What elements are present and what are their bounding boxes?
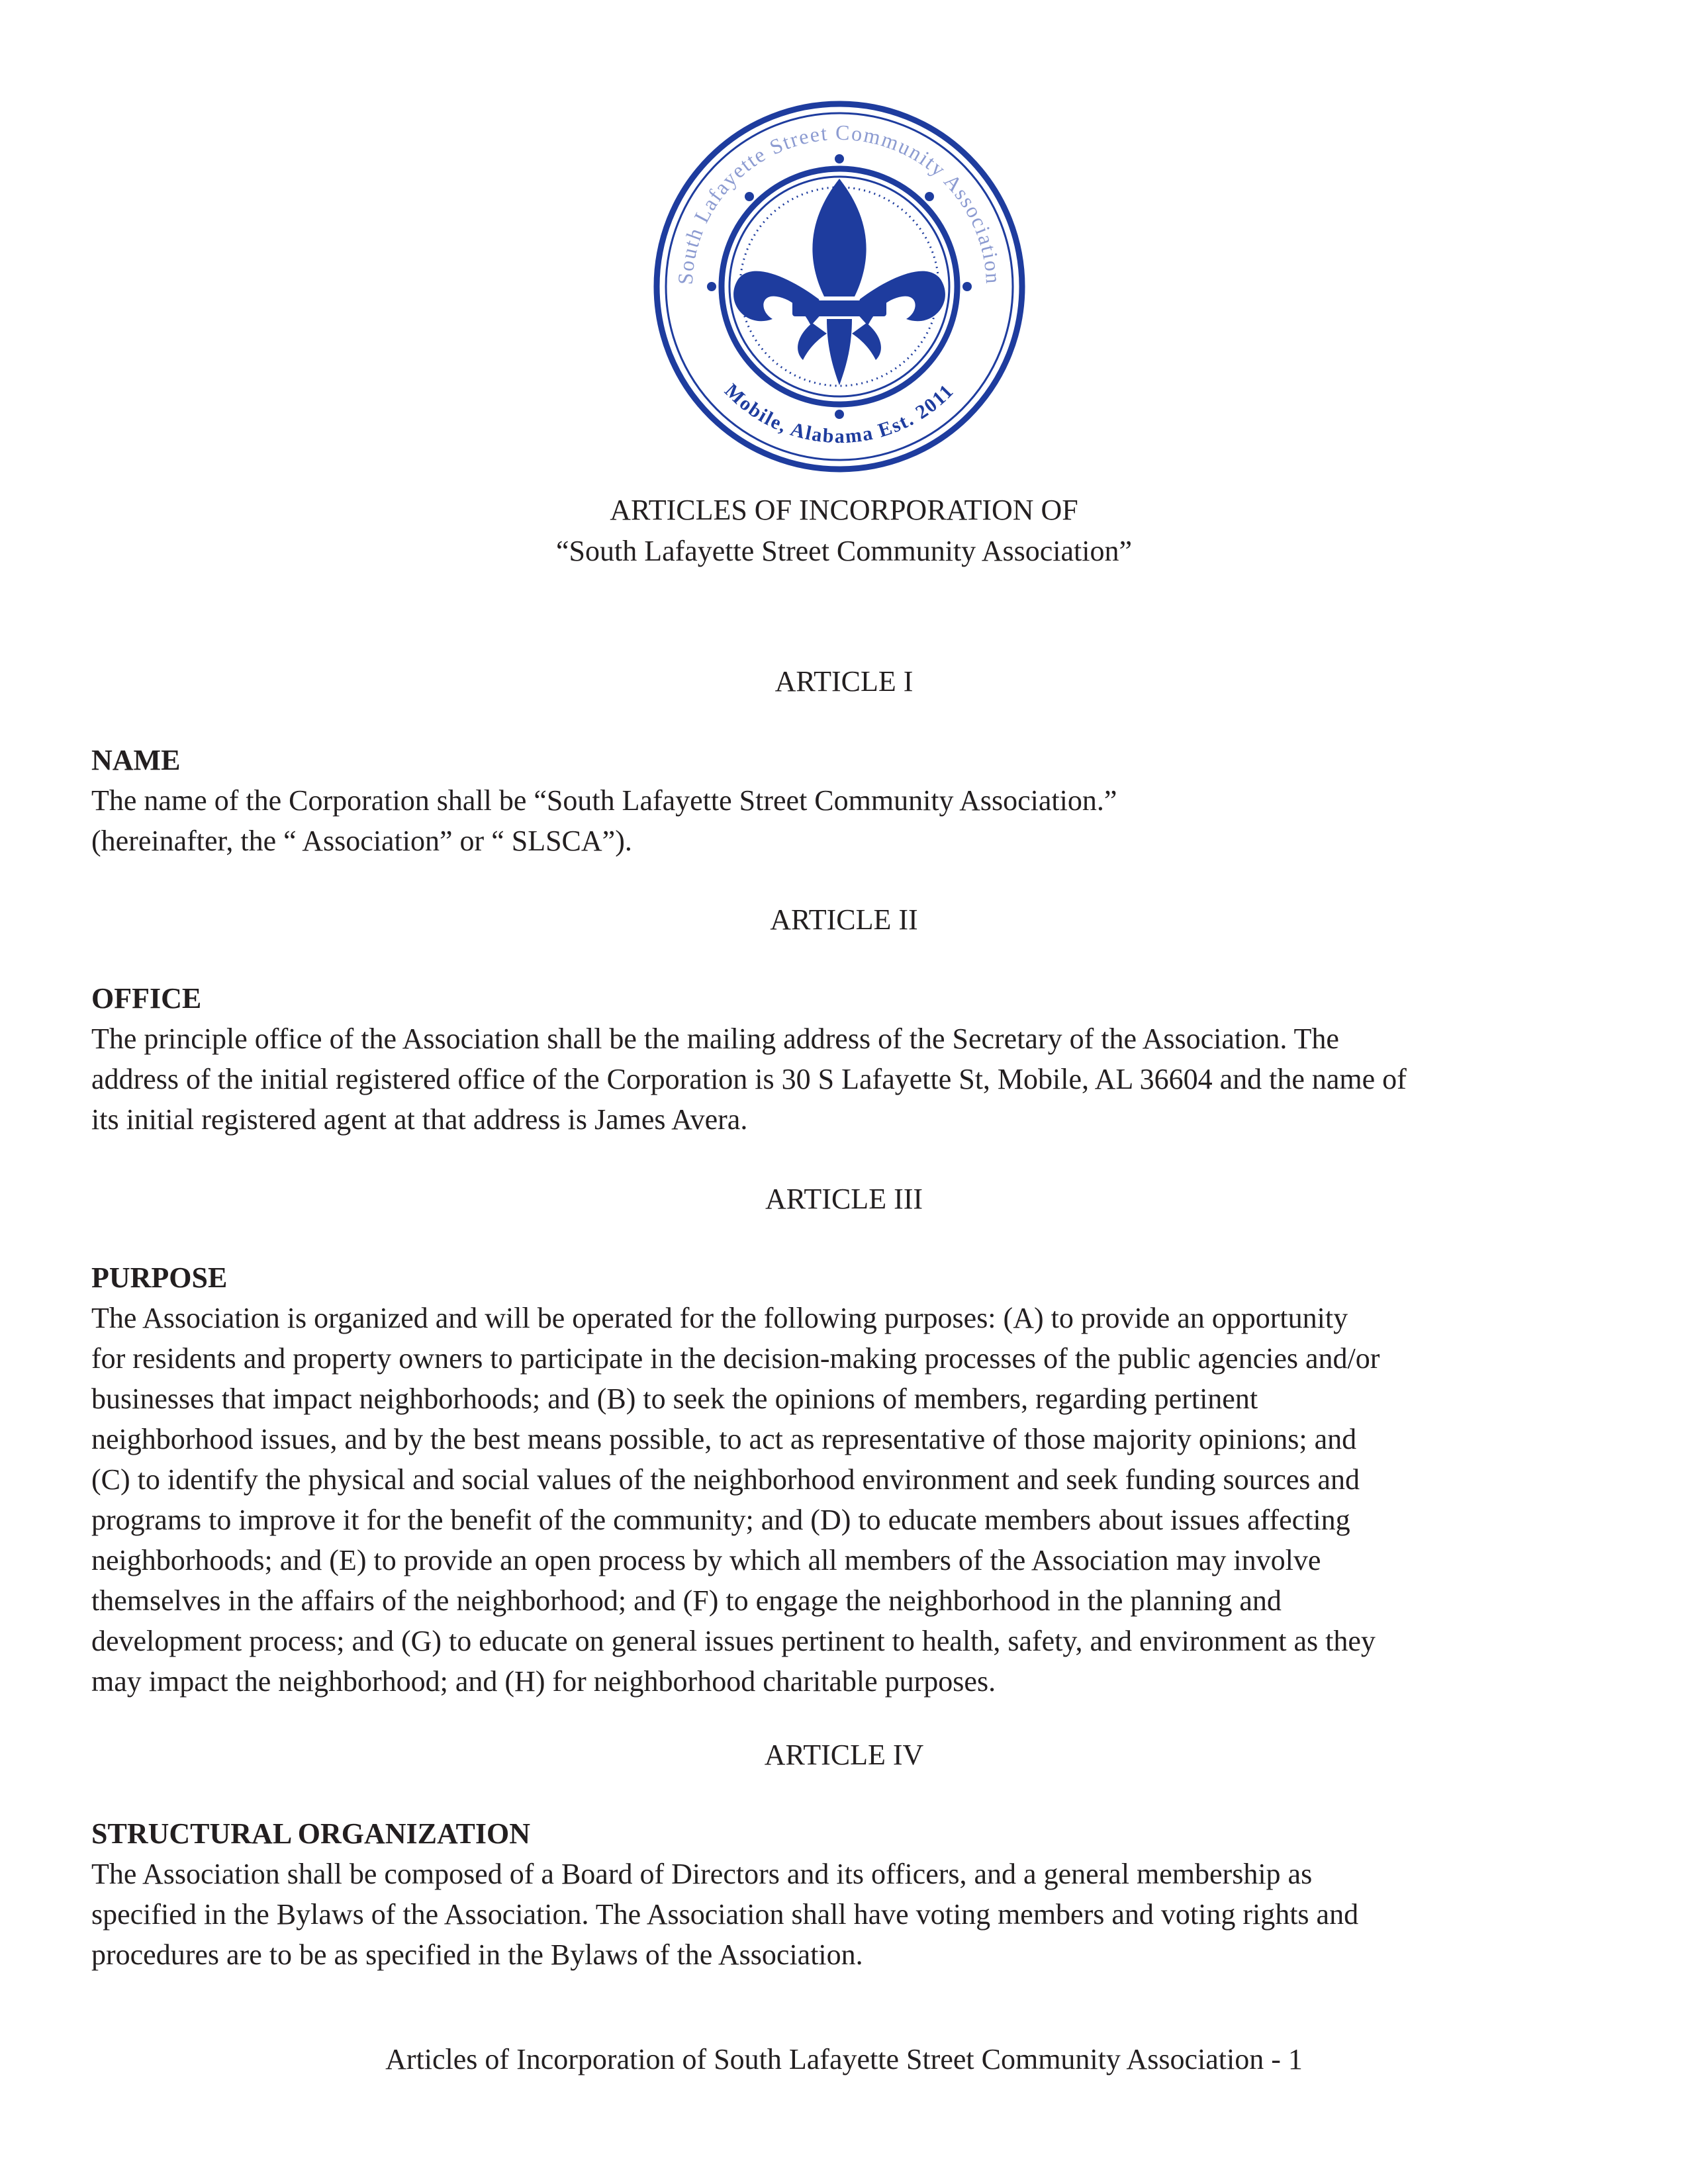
article-label: ARTICLE I bbox=[774, 665, 914, 698]
article-section bbox=[91, 1813, 1614, 1975]
body-line: specified in the Bylaws of the Association. The Association shall have voting members and voting rights and bbox=[91, 1898, 1359, 1931]
seal-bottom-text: Mobile, Alabama Est. 2011 bbox=[720, 379, 959, 448]
title-line-1: ARTICLES OF INCORPORATION OF bbox=[610, 494, 1078, 526]
body-line: neighborhoods; and (E) to provide an open process by which all members of the Association may involve bbox=[91, 1544, 1321, 1576]
body-line: development process; and (G) to educate on general issues pertinent to health, safety, and environment as they bbox=[91, 1625, 1376, 1657]
body-line: may impact the neighborhood; and (H) for neighborhood charitable purposes. bbox=[91, 1665, 996, 1698]
page-footer: Articles of Incorporation of South Lafayette Street Community Association - 1 bbox=[385, 2043, 1303, 2075]
section-heading: OFFICE bbox=[91, 982, 202, 1015]
article-section bbox=[91, 1257, 1614, 1702]
body-line: businesses that impact neighborhoods; and (B) to seek the opinions of members, regarding pertinent bbox=[91, 1383, 1258, 1415]
article-label: ARTICLE III bbox=[765, 1183, 923, 1215]
section-heading: NAME bbox=[91, 744, 181, 776]
association-seal-logo bbox=[653, 101, 1025, 473]
article-label: ARTICLE II bbox=[770, 903, 918, 936]
title-line-2: “South Lafayette Street Community Association” bbox=[555, 535, 1133, 567]
seal-ring-text: South Lafayette Street Community Association bbox=[673, 120, 1006, 286]
body-line: The name of the Corporation shall be “South Lafayette Street Community Association.” bbox=[91, 784, 1117, 817]
article-section bbox=[91, 740, 1614, 861]
article-section bbox=[91, 978, 1614, 1140]
body-line: programs to improve it for the benefit of the community; and (D) to educate members about issues affecting bbox=[91, 1504, 1350, 1536]
body-line: procedures are to be as specified in the Bylaws of the Association. bbox=[91, 1938, 863, 1971]
body-line: themselves in the affairs of the neighborhood; and (F) to engage the neighborhood in the planning and bbox=[91, 1584, 1282, 1617]
section-heading: STRUCTURAL ORGANIZATION bbox=[91, 1817, 530, 1850]
body-line: its initial registered agent at that address is James Avera. bbox=[91, 1103, 748, 1136]
section-heading: PURPOSE bbox=[91, 1261, 228, 1294]
body-line: The principle office of the Association shall be the mailing address of the Secretary of the Association. The bbox=[91, 1023, 1339, 1055]
document-title bbox=[0, 490, 1688, 572]
body-line: (hereinafter, the “ Association” or “ SLSCA”). bbox=[91, 825, 632, 857]
body-line: for residents and property owners to participate in the decision-making processes of the public agencies and/or bbox=[91, 1342, 1380, 1375]
article-label: ARTICLE IV bbox=[764, 1739, 924, 1771]
body-line: The Association shall be composed of a Board of Directors and its officers, and a general membership as bbox=[91, 1858, 1313, 1890]
body-line: neighborhood issues, and by the best means possible, to act as representative of those majority opinions; and bbox=[91, 1423, 1357, 1455]
body-line: address of the initial registered office of the Corporation is 30 S Lafayette St, Mobile, AL 36604 and the name of bbox=[91, 1063, 1407, 1095]
body-line: (C) to identify the physical and social values of the neighborhood environment and seek funding sources and bbox=[91, 1463, 1360, 1496]
body-line: The Association is organized and will be operated for the following purposes: (A) to provide an opportunity bbox=[91, 1302, 1348, 1334]
